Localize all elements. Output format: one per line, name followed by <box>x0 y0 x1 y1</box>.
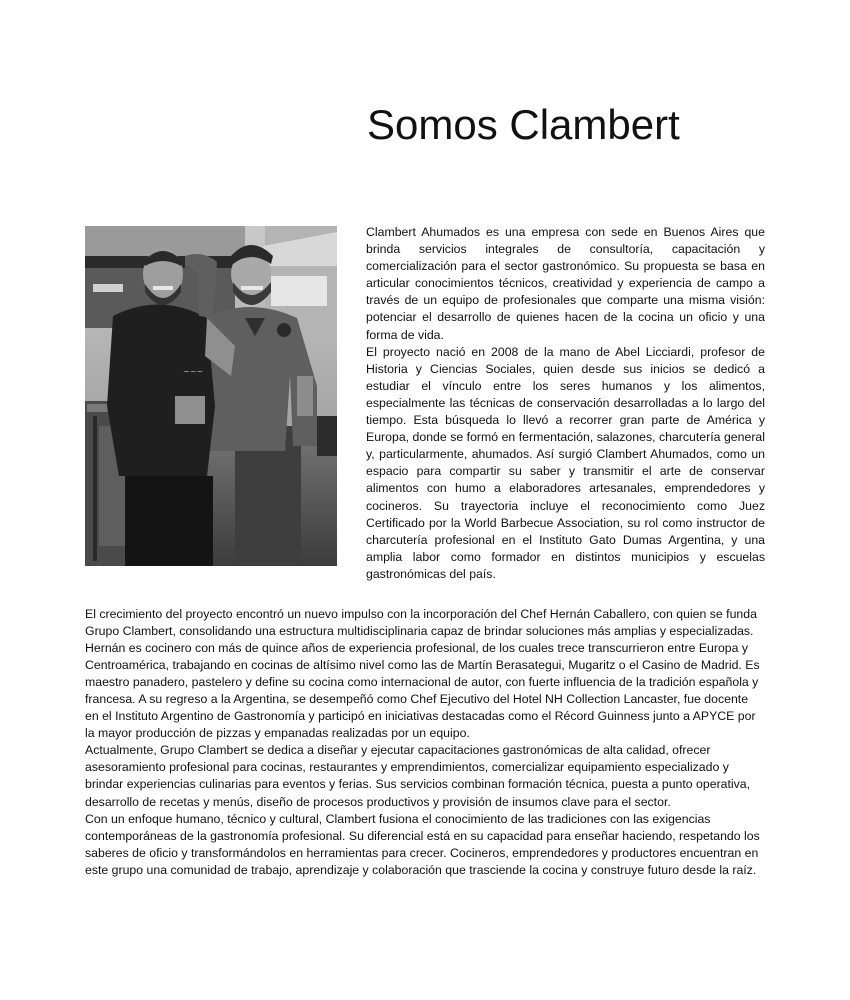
intro-paragraph: El proyecto nació en 2008 de la mano de Abel Licciardi, profesor de Historia y Ciencias Sociales, quien desde sus inicios se dedicó a estudiar el vínculo entre los seres humanos y los alimentos, especialmente las técnicas de conservación desarrolladas a lo largo del tiempo. Esta búsqueda lo llevó a recorrer gran parte de América y Europa, donde se formó en fermentación, salazones, charcutería general y, particularmente, ahumados. Así surgió Clambert Ahumados, como un espacio para compartir su saber y transmitir el arte de conservar alimentos con humo a elaboradores artesanales, emprendedores y cocineros. Su trayectoria incluye el reconocimiento como Juez Certificado por la World Barbecue Association, su rol como instructor de charcutería profesional en el Instituto Gato Dumas Argentina, y una amplia labor como formador en distintos municipios y escuelas gastronómicas del país. <box>366 344 765 581</box>
body-text <box>85 606 765 879</box>
chefs-photo <box>85 226 337 566</box>
body-paragraph: El crecimiento del proyecto encontró un nuevo impulso con la incorporación del Chef Hernán Caballero, con quien se funda Grupo Clambert, consolidando una estructura multidisciplinaria capaz de brindar soluciones más amplias y especializadas. <box>85 607 757 639</box>
body-paragraph: Hernán es cocinero con más de quince años de experiencia profesional, de los cuales trece transcurrieron entre Europa y Centroamérica, trabajando en cocinas de altísimo nivel como las de Martín Berasategui, Mugaritz o el Casino de Madrid. Es maestro panadero, pastelero y define su cocina como internacional de autor, con fuerte influencia de la tradición española y francesa. A su regreso a la Argentina, se desempeñó como Chef Ejecutivo del Hotel NH Collection Lancaster, fue docente en el Instituto Argentino de Gastronomía y participó en iniciativas destacadas como el Récord Guinness junto a APYCE por la mayor producción de pizzas y empanadas realizadas por un equipo. <box>85 641 760 741</box>
intro-text <box>366 224 765 583</box>
chefs-photo-image <box>85 226 337 566</box>
body-paragraph: Con un enfoque humano, técnico y cultural, Clambert fusiona el conocimiento de las tradiciones con las exigencias contemporáneas de la gastronomía profesional. Su diferencial está en su capacidad para enseñar haciendo, respetando los saberes de oficio y transformándolos en herramientas para crecer. Cocineros, emprendedores y productores encuentran en este grupo una comunidad de trabajo, aprendizaje y colaboración que trasciende la cocina y construye futuro desde la raíz. <box>85 811 760 877</box>
intro-paragraph: Clambert Ahumados es una empresa con sede en Buenos Aires que brinda servicios integrales de consultoría, capacitación y comercialización para el sector gastronómico. Su propuesta se basa en articular conocimientos técnicos, creatividad y experiencia de campo a través de un equipo de profesionales que comparte una misma visión: potenciar el desarrollo de quienes hacen de la cocina un oficio y una forma de vida. <box>366 225 765 342</box>
svg-text:~~~: ~~~ <box>183 367 204 376</box>
body-paragraph: Actualmente, Grupo Clambert se dedica a diseñar y ejecutar capacitaciones gastronómicas de alta calidad, ofrecer asesoramiento profesional para cocinas, restaurantes y emprendimientos, comercializar equipamiento especializado y brindar experiencias culinarias para eventos y ferias. Sus servicios combinan formación técnica, puesta a punto operativa, desarrollo de recetas y menús, diseño de procesos productivos y provisión de insumos clave para el sector. <box>85 743 751 809</box>
page-title: Somos Clambert <box>367 101 680 148</box>
